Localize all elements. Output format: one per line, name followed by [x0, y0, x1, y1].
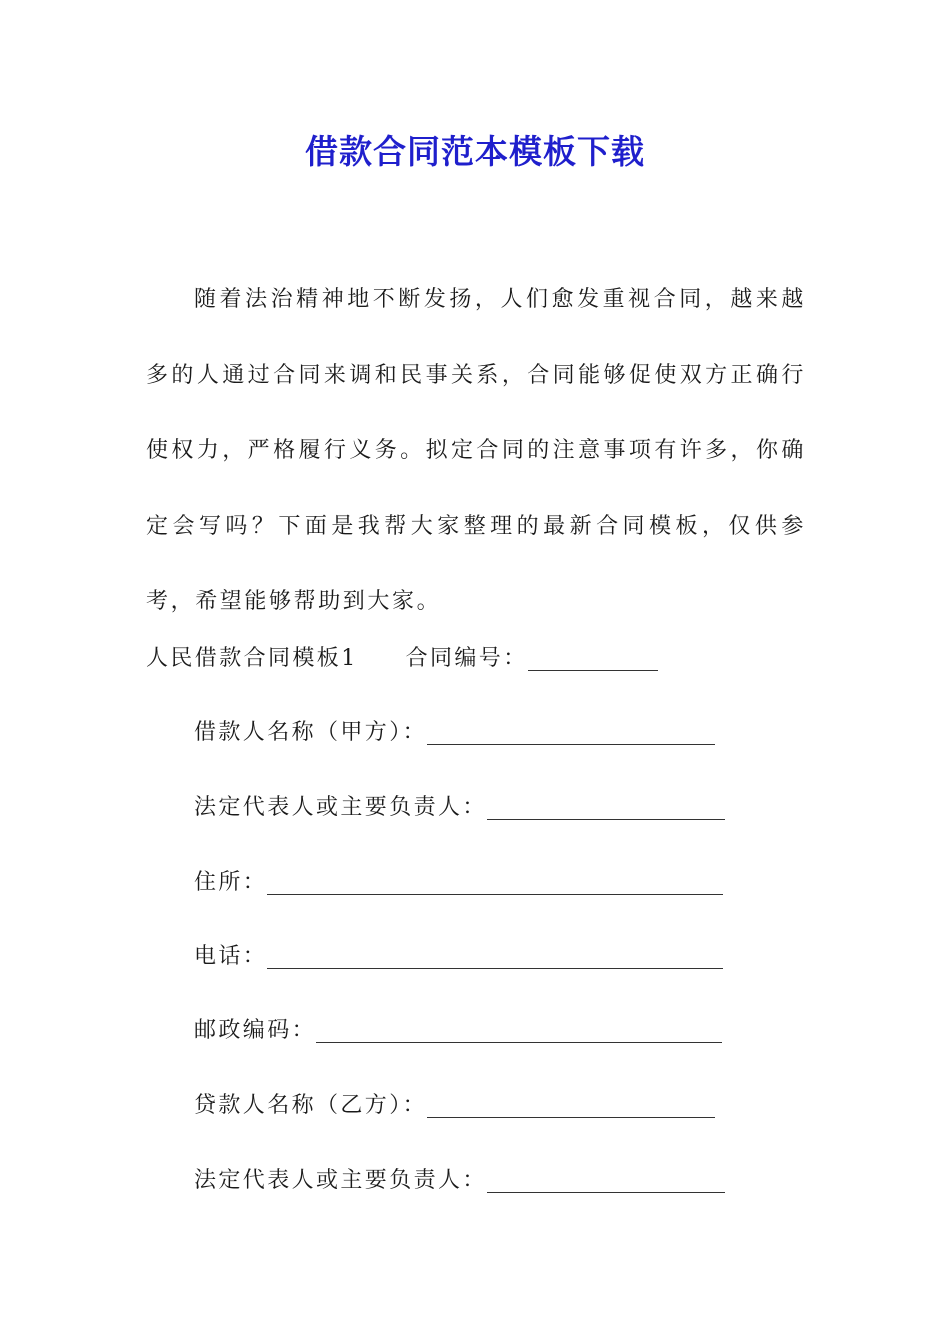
- postal-code-row: [194, 1015, 722, 1047]
- borrower-name-row: [194, 717, 715, 749]
- borrower-name-blank[interactable]: [427, 720, 715, 745]
- lender-name-blank[interactable]: [427, 1093, 715, 1118]
- field-label: 法定代表人或主要负责人：: [194, 795, 487, 820]
- contract-number-label: 合同编号：: [405, 646, 528, 671]
- intro-paragraph: 随着法治精神地不断发扬，人们愈发重视合同，越来越多的人通过合同来调和民事关系，合同能够促使双方正确行使权力，严格履行义务。拟定合同的注意事项有许多，你确定会写吗？下面是我帮大家整理的最新合同模板，仅供参考，希望能够帮助到大家。: [146, 287, 806, 614]
- field-label: 邮政编码：: [194, 1018, 317, 1043]
- lender-name-row: [194, 1090, 715, 1122]
- field-label: 借款人名称（甲方）：: [194, 720, 428, 745]
- lender-representative-blank[interactable]: [487, 1168, 725, 1193]
- postal-code-blank[interactable]: [316, 1018, 722, 1043]
- document-title: 借款合同范本模板下载: [305, 132, 645, 171]
- template-heading-row: [146, 643, 658, 675]
- lender-representative-row: [194, 1165, 725, 1197]
- contract-number-blank[interactable]: [528, 646, 658, 671]
- field-label: 贷款人名称（乙方）：: [194, 1093, 428, 1118]
- field-label: 住所：: [194, 870, 268, 895]
- phone-row: [194, 941, 723, 973]
- phone-blank[interactable]: [267, 944, 723, 969]
- borrower-representative-row: [194, 792, 725, 824]
- address-row: [194, 867, 723, 899]
- field-label: 法定代表人或主要负责人：: [194, 1168, 487, 1193]
- template-heading: 人民借款合同模板1: [146, 646, 358, 671]
- borrower-representative-blank[interactable]: [487, 795, 725, 820]
- field-label: 电话：: [194, 944, 268, 969]
- address-blank[interactable]: [267, 870, 723, 895]
